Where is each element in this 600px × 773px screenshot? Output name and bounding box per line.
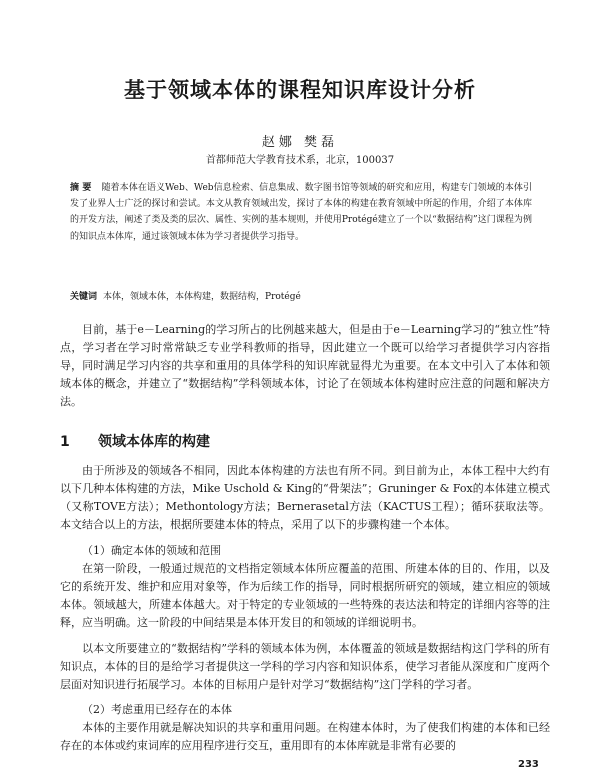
section-paragraph-3: 以本文所要建立的“数据结构”学科的领域本体为例，本体覆盖的领域是数据结构这门学科的所有知识点，本体的目的是给学习者提供这一学科的学习内容和知识体系，使学习者能从深度和广度两个层面对知识进行拓展学习。本体的目标用户是针对学习“数据结构”这门学科的学习者。: [60, 642, 550, 691]
section-paragraph-1: 由于所涉及的领域各不相同，因此本体构建的方法也有所不同。到目前为止，本体工程中大约有以下几种本体构建的方法，Mike Uschold & King的“骨架法”；Gruninger & Fox的本体建立模式（又称TOVE方法）；Methontology方法；Bernerasetal方法（KACTUS工程）；循环获取法等。本文结合以上的方法，根据所要建本体的特点，采用了以下的步骤构建一个本体。: [60, 464, 550, 531]
section-heading: [60, 431, 210, 451]
keywords: [70, 290, 532, 304]
abstract-label: 摘 要: [70, 183, 92, 193]
author-affiliation: 首都师范大学教育技术系，北京，100037: [205, 155, 395, 166]
subsection-heading-2: （2）考虑重用已经存在的本体: [82, 703, 232, 716]
page-number: 233: [518, 759, 539, 770]
author-names: 赵娜 樊磊: [261, 135, 339, 150]
intro-paragraph: 目前，基于e－Learning的学习所占的比例越来越大，但是由于e－Learning学习的“独立性”特点，学习者在学习时常常缺乏专业学科教师的指导，因此建立一个既可以给学习者提供学习内容指导，同时满足学习内容的共享和重用的具体学科的知识库就显得尤为重要。在本文中引入了本体和领域本体的概念，并建立了“数据结构”学科领域本体，讨论了在领域本体构建时应注意的问题和解决方法。: [60, 323, 550, 408]
keywords-label: 关键词: [70, 292, 98, 302]
section-paragraph-2: 在第一阶段，一般通过规范的文档指定领域本体所应覆盖的范围、所建本体的目的、作用，以及它的系统开发、维护和应用对象等，作为后续工作的指导，同时根据所研究的领域，建立相应的领域本体。领域越大，所建本体越大。对于特定的专业领域的一些特殊的表达法和特定的详细内容等的注释，应当明确。这一阶段的中间结果是本体开发目的和领域的详细说明书。: [60, 562, 550, 629]
section-title: 领域本体库的构建: [98, 434, 210, 450]
section-number: 1: [60, 434, 70, 450]
subsection-heading-1: （1）确定本体的领域和范围: [82, 544, 221, 557]
abstract-text: 随着本体在语义Web、Web信息检索、信息集成、数字图书馆等领域的研究和应用，构建专门领域的本体引发了业界人士广泛的探讨和尝试。本文从教育领域出发，探讨了本体的构建在教育领域中所起的作用，介绍了本体库的开发方法，阐述了类及类的层次、属性、实例的基本规则，并使用Protégé建立了一个以“数据结构”这门课程为例的知识点本体库，通过该领域本体为学习者提供学习指导。: [70, 183, 532, 242]
abstract: [70, 180, 532, 245]
section-paragraph-4: 本体的主要作用就是解决知识的共享和重用问题。在构建本体时，为了使我们构建的本体和已经存在的本体或约束词库的应用程序进行交互，重用即有的本体库就是非常有必要的: [60, 721, 550, 752]
paper-title: 基于领域本体的课程知识库设计分析: [124, 78, 476, 102]
keywords-text: 本体，领域本体，本体构建，数据结构，Protégé: [103, 292, 301, 302]
